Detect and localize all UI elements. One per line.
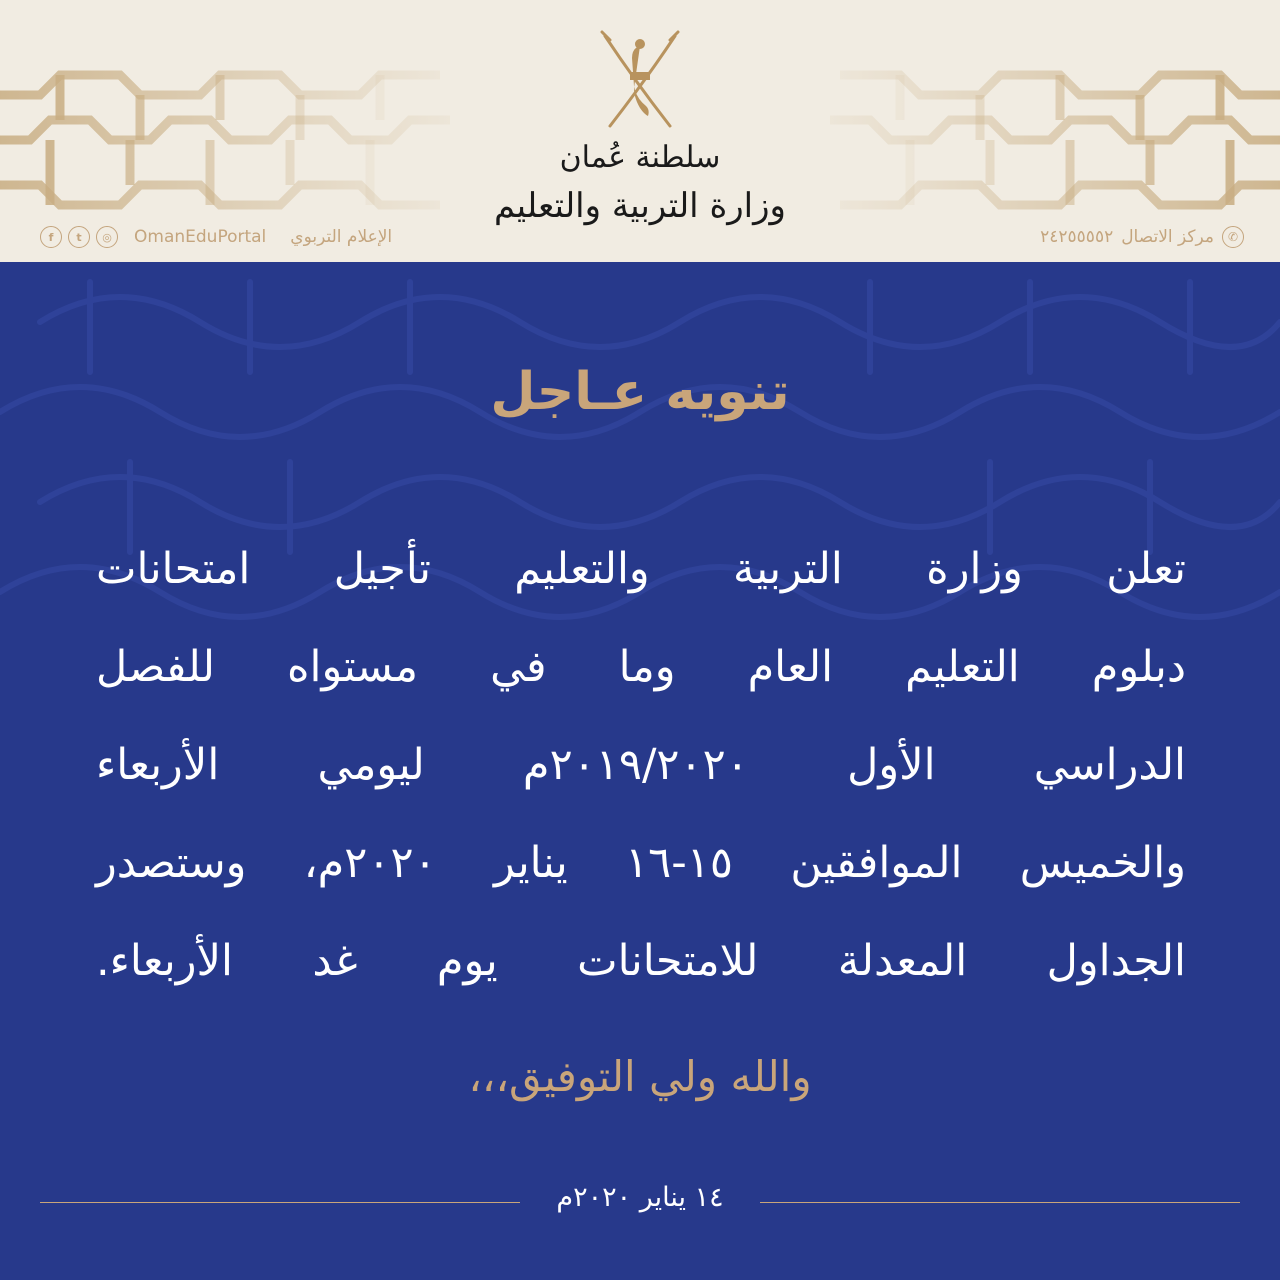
header-band [0,0,1280,262]
notice-line: دبلوم التعليم العام وما في مستواه للفصل [96,642,1186,692]
media-department-label: الإعلام التربوي [290,227,393,247]
divider-line [760,1202,1240,1203]
sultanate-name: سلطنة عُمان [559,140,721,175]
facebook-icon[interactable]: f [40,226,62,248]
contact-center [1040,226,1244,248]
twitter-icon[interactable]: t [68,226,90,248]
notice-title: تنويه عـاجل [490,362,790,422]
notice-line: والخميس الموافقين ١٥-١٦ يناير ٢٠٢٠م، وستصدر [96,838,1186,888]
divider-line [40,1202,520,1203]
notice-line: الدراسي الأول ٢٠١٩/٢٠٢٠م ليومي الأربعاء [96,740,1186,790]
phone-icon: ✆ [1222,226,1244,248]
decorative-pattern-left [0,55,460,225]
notice-date: ١٤ يناير ٢٠٢٠م [556,1182,724,1213]
ministry-name: وزارة التربية والتعليم [494,186,786,226]
notice-body [0,262,1280,1280]
instagram-icon[interactable]: ◎ [96,226,118,248]
date-row [0,1182,1280,1222]
decorative-pattern-right [820,55,1280,225]
contact-number: ٢٤٢٥٥٥٥٢ [1040,227,1114,247]
social-bar [40,226,392,248]
closing-phrase: والله ولي التوفيق،،، [468,1052,812,1101]
notice-paragraph [96,520,1186,1010]
social-handle[interactable]: OmanEduPortal [134,227,267,247]
oman-emblem-icon [590,26,690,136]
notice-line: تعلن وزارة التربية والتعليم تأجيل امتحانات [96,544,1186,594]
contact-label: مركز الاتصال [1121,227,1214,247]
notice-line: الجداول المعدلة للامتحانات يوم غد الأربعاء. [96,936,1186,986]
